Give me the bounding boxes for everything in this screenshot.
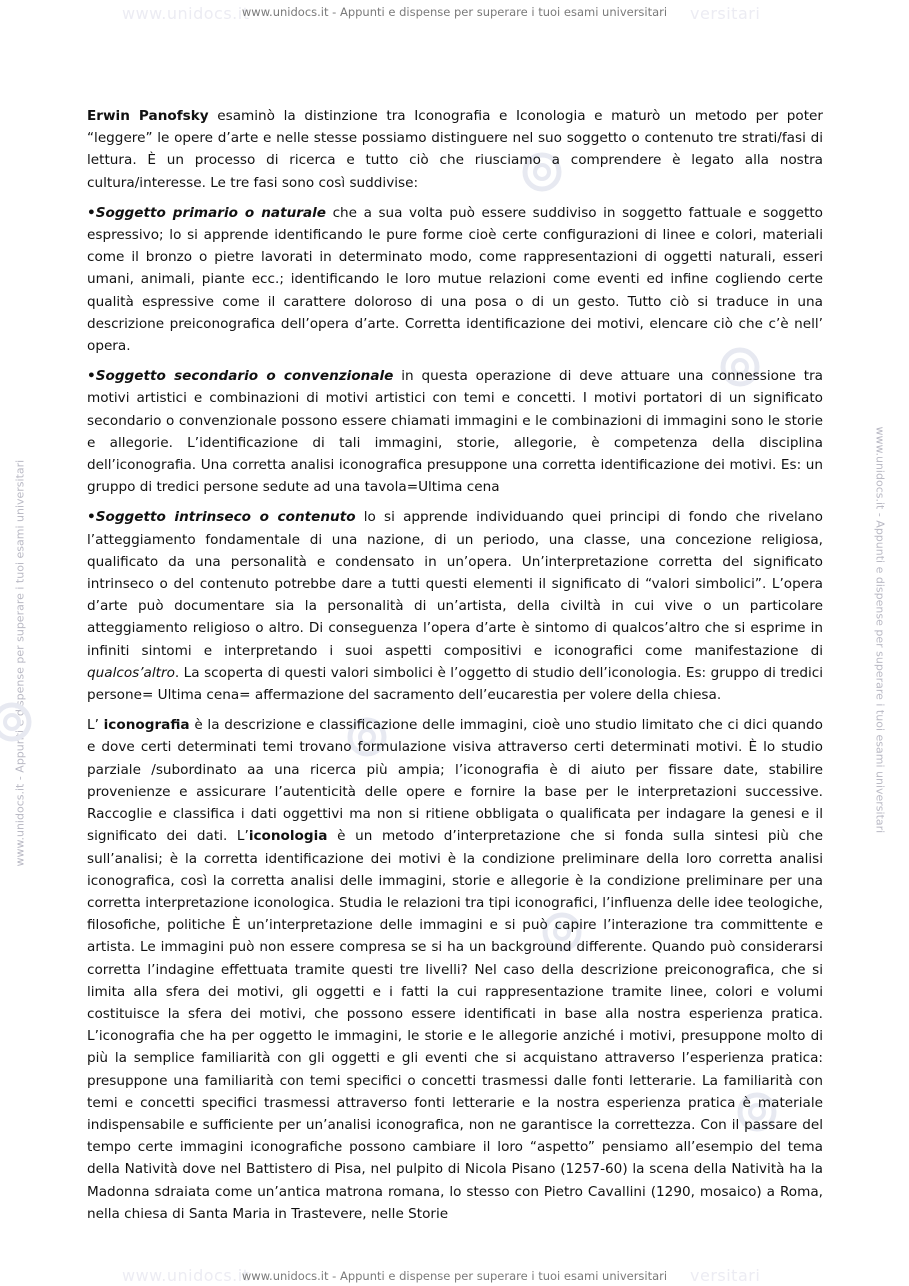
emphasis-text: qualcos’altro bbox=[87, 664, 175, 681]
ghost-watermark-bottom-right: versitari bbox=[690, 1266, 761, 1285]
ghost-watermark-top-left: www.unidocs.it bbox=[122, 4, 250, 23]
paragraph-text: in questa operazione di deve attuare una connessione tra motivi artistici e combinazioni di motivi artistici con temi e concetti. I motivi portatori di un significato secondario o convenzionale possono essere chiamati immagini e le combinazioni di immagini sono le storie e allegorie. L’identificazione di tali immagini, storie, allegorie, è competenza della disciplina dell’iconografia. Una corretta analisi iconografica presuppone una corretta identificazione dei motivi. Es: un gruppo di tredici persone sedute ad una tavola=Ultima cena bbox=[87, 368, 823, 496]
term-iconografia: iconografia bbox=[103, 717, 190, 734]
paragraph-primary-subject bbox=[87, 202, 823, 357]
paragraph-text: . La scoperta di questi valori simbolici è l’oggetto di studio dell’iconologia. Es: gruppo di tredici persone= Ultima cena= affermazione del sacramento dell’eucarestia per volere della chiesa. bbox=[87, 664, 823, 704]
section-title: •Soggetto intrinseco o contenuto bbox=[87, 509, 356, 526]
ghost-watermark-bottom-left: www.unidocs.it bbox=[122, 1266, 250, 1285]
paragraph-text: L’ bbox=[87, 717, 104, 734]
author-name: Erwin Panofsky bbox=[87, 108, 209, 124]
paragraph-text: che a sua volta può essere suddiviso in soggetto fattuale e soggetto espressivo; lo si apprende identificando le pure forme cioè certe configurazioni di linee e colori, materiali come il bronzo o pietre lavorati in determinato modo, come rappresentazioni di oggetti naturali, esseri umani, animali, piante ecc.; identificando le loro mutue relazioni come eventi ed infine cogliendo certe qualità espressive come il carattere doloroso di una posa o di un gesto. Tutto ciò si traduce in una descrizione preiconografica dell’opera d’arte. Corretta identificazione dei motivi, elencare ciò che c’è nell’ opera. bbox=[87, 204, 823, 355]
paragraph-intrinsic-subject bbox=[87, 506, 823, 706]
ghost-watermark-top-right: versitari bbox=[690, 4, 761, 23]
paragraph-intro bbox=[87, 105, 823, 194]
paragraph-text: è un metodo d’interpretazione che si fonda sulla sintesi più che sull’analisi; è la corretta identificazione dei motivi è la condizione preliminare della loro corretta analisi iconografica, così la corretta analisi delle immagini, storie e allegorie è la condizione preliminare per una corretta interpretazione iconologica. Studia le relazioni tra tipi iconografici, l’influenza delle idee teologiche, filosofiche, politiche È un’interpretazione delle immagini e si può capire l’interazione tra committente e artista. Le immagini può non essere compresa se si ha un background differente. Quando può considerarsi corretta l’indagine effettuata tramite questi tre livelli? Nel caso della descrizione preiconografica, che si limita alla sfera dei motivi, gli oggetti e i fatti la cui rappresentazione tramite linee, colori e volumi costituisce la sfera dei motivi, che possono essere identificati in base alla nostra esperienza pratica. L’iconografia che ha per oggetto le immagini, le storie e le allegorie anziché i motivi, presuppone molto di più la semplice familiarità con gli oggetti e gli eventi che si acquistano attraverso l’esperienza pratica: presuppone una familiarità con temi specifici o concetti trasmessi dalle fonti letterarie. La familiarità con temi e concetti specifici trasmessi attraverso fonti letterarie e la nostra esperienza pratica è materiale indispensabile e sufficiente per un’analisi iconografica, non ne garantisce la correttezza. Con il passare del tempo certe immagini iconografiche possono cambiare il loro “aspetto” pensiamo all’esempio del tema della Natività dove nel Battistero di Pisa, nel pulpito di Nicola Pisano (1257-60) la scena della Natività ha la Madonna sdraiata come un’antica matrona romana, lo stesso con Pietro Cavallini (1290, mosaico) a Roma, nella chiesa di Santa Maria in Trastevere, nelle Storie bbox=[87, 828, 823, 1222]
paragraph-text: lo si apprende individuando quei principi di fondo che rivelano l’atteggiamento fondamentale di una nazione, di un periodo, una classe, una concezione religiosa, qualificato da una personalità e condensato in un’opera. Un’interpretazione corretta del significato intrinseco o del contenuto potrebbe dare a tutti questi elementi il significato di “valori simbolici”. L’opera d’arte può documentare sia la personalità di un’artista, della civiltà in cui vive o un particolare atteggiamento religioso o altro. Di conseguenza l’opera d’arte è sintomo di qualcos’altro che si esprime in infiniti sintomi e interpretando i suoi aspetti compositivi e iconografici come manifestazione di bbox=[87, 509, 823, 659]
term-iconologia: iconologia bbox=[248, 828, 328, 845]
paragraph-iconography bbox=[87, 714, 823, 1225]
section-title: •Soggetto primario o naturale bbox=[87, 204, 327, 221]
document-body bbox=[87, 105, 823, 1233]
paragraph-secondary-subject bbox=[87, 365, 823, 498]
watermark-side-right: www.unidocs.it - Appunti e dispense per superare i tuoi esami universitari bbox=[873, 426, 887, 834]
paragraph-text: è la descrizione e classificazione delle immagini, cioè uno studio limitato che ci dici quando e dove certi determinati temi trovano formulazione visiva attraverso certi determinati motivi. È lo studio parziale /subordinato aa una ricerca più ampia; l’iconografia è di aiuto per fissare date, stabilire provenienze e assicurare l’autenticità delle opere e fornire la base per le interpretazioni successive. Raccoglie e classifica i dati oggettivi ma non si ritiene obbligata o qualificata per indagare la genesi e il significato dei dati. L’ bbox=[87, 717, 823, 845]
watermark-logo-icon bbox=[0, 700, 34, 744]
watermark-banner-bottom: www.unidocs.it - Appunti e dispense per superare i tuoi esami universitari bbox=[241, 1269, 668, 1283]
section-title: •Soggetto secondario o convenzionale bbox=[87, 368, 394, 385]
paragraph-text: esaminò la distinzione tra Iconografia e Iconologia e maturò un metodo per poter “leggere” le opere d’arte e nelle stesse possiamo distinguere nel suo soggetto o contenuto tre strati/fasi di lettura. È un processo di ricerca e tutto ciò che riusciamo a comprendere è legato alla nostra cultura/interesse. Le tre fasi sono così suddivise: bbox=[87, 108, 824, 191]
watermark-side-left: www.unidocs.it - Appunti e dispense per superare i tuoi esami universitari bbox=[13, 459, 27, 867]
watermark-banner-top: www.unidocs.it - Appunti e dispense per superare i tuoi esami universitari bbox=[241, 5, 668, 19]
